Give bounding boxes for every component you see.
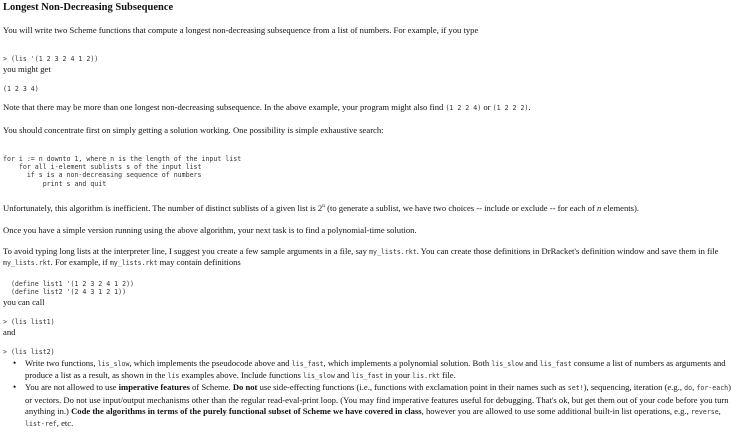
b2-text-8: anything in.) — [25, 405, 72, 416]
inefficient-paragraph — [3, 203, 639, 214]
italic-n: n — [596, 203, 602, 213]
note-alt1-code: (1 2 2 4) — [445, 104, 482, 112]
b2-text-9: , however you are allowed to use some additional built-in list operations, e.g., — [421, 405, 691, 416]
inefficient-text-middle: (to generate a sublist, we have two choices -- include or exclude -- for each of — [324, 203, 597, 213]
example-result-code: (1 2 3 4) — [3, 85, 39, 93]
b2-text-1: You are not allowed to use — [25, 382, 119, 393]
note-text-before: Note that there may be more than one longest non-decreasing subsequence. In the above example, your program might also find — [3, 102, 446, 112]
note-text-after: . — [528, 102, 531, 112]
b1-text-8: and — [334, 370, 352, 381]
b2-code-for-each: for-each — [696, 384, 729, 393]
and-text: and — [3, 327, 16, 337]
inefficient-text-after: elements). — [601, 203, 639, 213]
avoid-text-2: . You can create those definitions in DrRacket's definition window and save them in file — [416, 246, 719, 256]
b1-code-lis-fast: lis_fast — [291, 360, 324, 368]
b1-code-lis-slow-3: lis_slow — [303, 372, 335, 381]
you-can-call-text: you can call — [3, 297, 45, 307]
define-lists-code: (define list1 '(1 2 3 2 4 1 2)) (define list2 '(2 4 3 1 2 1)) — [10, 280, 135, 297]
b2-bold-functional-subset: Code the algorithms in terms of the purely functional subset of Scheme we have covered in class — [71, 405, 422, 416]
b1-text-1: Write two functions, — [25, 358, 98, 368]
note-paragraph — [3, 102, 531, 114]
filename-code-1: my_lists.rkt — [369, 248, 417, 256]
example-call-code: > (lis '(1 2 3 2 4 1 2)) — [3, 55, 99, 63]
b1-code-lis-slow-2: lis_slow — [491, 360, 524, 368]
concentrate-paragraph: You should concentrate first on simply getting a solution working. One possibility is simple exhaustive search: — [3, 125, 384, 135]
b1-code-lis-fast-2: lis_fast — [539, 360, 572, 368]
page-title: Longest Non-Decreasing Subsequence — [3, 2, 174, 13]
b2-text-2: of Scheme. — [189, 382, 233, 393]
b2-bold-do-not: Do not — [232, 382, 258, 393]
filename-code-3: my_lists.rkt — [109, 259, 158, 267]
b1-text-9: in your — [383, 370, 413, 381]
avoid-text-1: To avoid typing long lists at the interpreter line, I suggest you create a few sample arguments in a file, say — [3, 246, 370, 256]
b2-code-set: set! — [567, 384, 584, 393]
you-might-get-text: you might get — [3, 64, 51, 74]
b2-text-5: , — [692, 382, 697, 393]
filename-code-2: my_lists.rkt — [3, 259, 51, 267]
once-paragraph: Once you have a simple version running using the above algorithm, your next task is to find a polynomial-time solution. — [3, 225, 417, 235]
bullet-dot: • — [13, 382, 17, 393]
b1-text-5: consume a list of numbers as arguments and — [571, 358, 726, 368]
avoid-text-4: may contain definitions — [157, 257, 241, 267]
requirement-item-no-imperative — [3, 382, 739, 430]
b1-text-7: examples above. Include functions — [179, 370, 304, 381]
exponent-n: n — [322, 203, 325, 210]
avoid-paragraph-line2 — [3, 257, 241, 269]
b2-code-reverse: reverse — [690, 407, 719, 416]
call-list2-code: > (lis list2) — [3, 348, 55, 356]
b1-text-10: file. — [439, 370, 456, 381]
b1-code-lis: lis — [167, 372, 180, 381]
b2-text-4: ), sequencing, iteration (e.g., — [583, 382, 685, 393]
b2-code-list-ref: list-ref — [25, 420, 57, 429]
pseudocode-block: for i := n downto 1, where n is the length of the input list for all i-element sublists s of the input list if s is a non-decreasing sequence of numbers print s and quit — [3, 155, 242, 188]
intro-paragraph: You will write two Scheme functions that compute a longest non-decreasing subsequence from a list of numbers. For example, if you type — [3, 25, 479, 35]
b1-code-lis-slow: lis_slow — [97, 360, 130, 368]
inefficient-text-before: Unfortunately, this algorithm is inefficient. The number of distinct sublists of a given list is 2 — [3, 203, 323, 213]
bullet-dot: • — [13, 358, 17, 368]
note-or-text: or — [481, 102, 493, 112]
requirements-list — [3, 358, 739, 430]
b1-text-4: and — [523, 358, 540, 368]
b2-text-6: ) — [728, 382, 732, 393]
b2-text-7: or vectors. Do not use input/output mechanisms other than the regular read-eval-print loop. (You may find imperative features useful for debugging. That's ok, but get them out of your code before you turn — [25, 394, 729, 405]
b2-bold-imperative: imperative features — [118, 382, 190, 393]
b1-text-2: , which implements the pseudocode above and — [129, 358, 292, 368]
b1-text-3: , which implements a polynomial solution. Both — [323, 358, 492, 368]
note-alt2-code: (1 2 2 2) — [492, 104, 529, 112]
b2-code-do: do — [684, 384, 693, 393]
b1-code-lis-fast-3: lis_fast — [351, 372, 384, 381]
b1-text-6: produce a list as a result, as shown in the — [25, 370, 168, 381]
requirement-item-functions — [3, 358, 739, 382]
b1-code-filename: lis.rkt — [412, 372, 440, 381]
b2-text-10: , — [718, 405, 721, 416]
b2-text-11: , etc. — [56, 418, 74, 429]
b2-text-3: use side-effecting functions (i.e., functions with exclamation point in their names such as — [257, 382, 568, 393]
avoid-text-3: . For example, if — [50, 257, 110, 267]
call-list1-code: > (lis list1) — [3, 318, 55, 326]
